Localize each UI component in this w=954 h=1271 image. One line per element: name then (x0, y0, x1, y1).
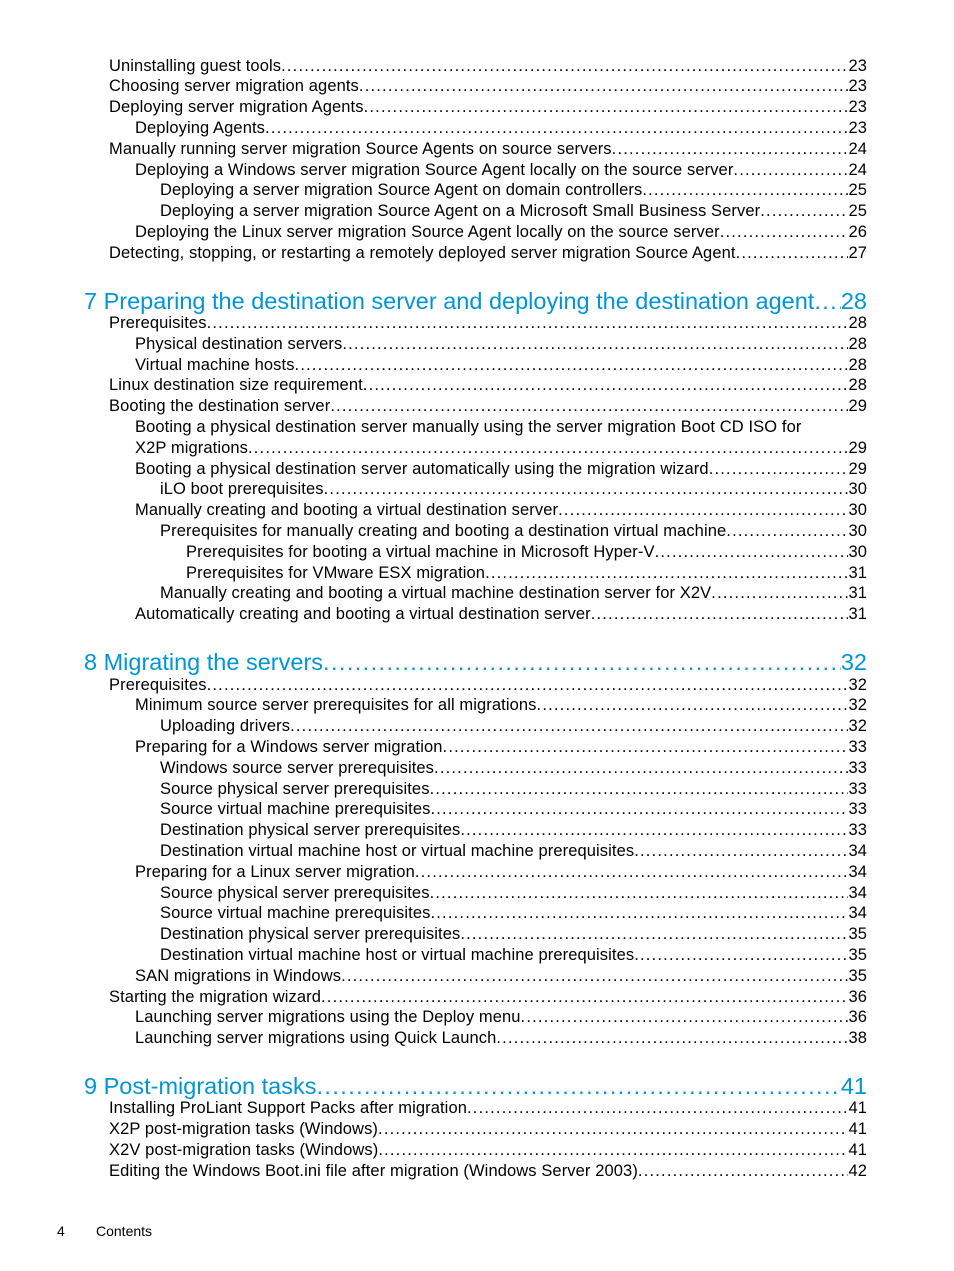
dot-leader (460, 820, 848, 841)
chapter-title: 8 Migrating the servers (84, 649, 324, 675)
chapter-title: 7 Preparing the destination server and deploying the destination agent (84, 287, 815, 314)
dot-leader (814, 286, 841, 316)
toc-page-number: 34 (848, 841, 867, 860)
toc-entry-title: Launching server migrations using the Deploy menu (135, 1008, 521, 1027)
toc-page-number: 31 (848, 584, 867, 603)
toc-page-number: 36 (848, 987, 867, 1006)
dot-leader (634, 841, 848, 862)
toc-entry-title: Manually running server migration Source Agents on source servers (109, 139, 612, 158)
page-footer (57, 1222, 152, 1240)
toc-page-number: 32 (848, 717, 867, 736)
dot-leader (521, 1007, 849, 1028)
toc-page-number: 25 (848, 202, 867, 221)
toc-page-number: 31 (848, 563, 867, 582)
toc-page-number: 25 (848, 181, 867, 200)
toc-entry[interactable] (135, 222, 867, 243)
toc-entry[interactable] (160, 799, 867, 820)
toc-entry-title: Source virtual machine prerequisites (160, 904, 431, 923)
toc-entry[interactable] (109, 1161, 867, 1182)
toc-page-number: 32 (848, 675, 867, 694)
toc-entry-title: Destination physical server prerequisites (160, 821, 461, 840)
toc-entry-title: Source physical server prerequisites (160, 883, 430, 902)
toc-entry-title: Virtual machine hosts (135, 355, 295, 374)
toc-page-number: 33 (848, 800, 867, 819)
toc-entry[interactable] (135, 459, 867, 480)
toc-entry[interactable] (109, 1140, 867, 1161)
toc-entry[interactable] (109, 375, 867, 396)
toc-entry[interactable] (135, 695, 867, 716)
chapter-title: 9 Post-migration tasks (84, 1072, 317, 1099)
toc-page-number: 24 (848, 160, 867, 179)
chapter-heading[interactable] (84, 286, 867, 316)
dot-leader (290, 716, 848, 737)
toc-entry[interactable] (135, 118, 867, 139)
dot-leader (537, 695, 849, 716)
dot-leader (558, 500, 848, 521)
toc-entry[interactable] (109, 1119, 867, 1140)
toc-entry-title: Installing ProLiant Support Packs after migration (109, 1099, 467, 1118)
toc-entry[interactable] (135, 966, 867, 987)
toc-entry-title: Prerequisites (109, 314, 207, 332)
toc-page-number: 35 (848, 945, 867, 964)
toc-entry-title: Detecting, stopping, or restarting a remotely deployed server migration Source Agent (109, 243, 736, 262)
dot-leader (485, 563, 848, 584)
toc-entry[interactable] (160, 924, 867, 945)
dot-leader (378, 1119, 848, 1140)
dot-leader (321, 987, 848, 1008)
toc-entry[interactable] (135, 160, 867, 181)
toc-page-number: 23 (848, 98, 867, 117)
toc-entry[interactable] (160, 758, 867, 779)
dot-leader (443, 737, 849, 758)
dot-leader (359, 76, 849, 97)
toc-entry-title: iLO boot prerequisites (160, 480, 324, 499)
dot-leader (430, 779, 849, 800)
toc-entry-title: Prerequisites for booting a virtual machine in Microsoft Hyper-V (186, 542, 655, 561)
toc-page-number: 30 (848, 542, 867, 561)
dot-leader (726, 521, 848, 542)
toc-entry-title: Windows source server prerequisites (160, 758, 435, 777)
toc-entry-title: Minimum source server prerequisites for all migrations (135, 696, 537, 715)
toc-entry-title: Prerequisites for VMware ESX migration (186, 563, 486, 582)
toc-entry[interactable] (160, 583, 867, 604)
toc-page-number: 29 (848, 438, 867, 457)
toc-entry-title: Prerequisites (109, 675, 207, 694)
toc-page-number: 28 (848, 355, 867, 374)
toc-entry-title: Deploying Agents (135, 118, 266, 137)
toc-entry[interactable] (135, 500, 867, 521)
footer-section-label: Contents (96, 1223, 153, 1239)
dot-leader (736, 243, 849, 264)
chapter-heading[interactable] (84, 1071, 867, 1101)
dot-leader (363, 375, 849, 396)
toc-page-number: 35 (848, 966, 867, 985)
dot-leader (323, 647, 841, 677)
toc-entry[interactable] (160, 820, 867, 841)
toc-page-number: 28 (848, 334, 867, 353)
toc-entry[interactable] (160, 479, 867, 500)
toc-entry-title: Deploying the Linux server migration Source Agent locally on the source server (135, 222, 720, 241)
toc-page-number: 30 (848, 522, 867, 540)
dot-leader (638, 1161, 849, 1182)
toc-page-number: 36 (848, 1008, 867, 1027)
toc-page-number: 23 (848, 56, 867, 75)
dot-leader (378, 1140, 848, 1161)
toc-page-number: 34 (848, 883, 867, 902)
toc-entry-title: X2P migrations (135, 438, 248, 457)
chapter-page-number: 32 (840, 649, 867, 675)
toc-entry-title: X2V post-migration tasks (Windows) (109, 1141, 379, 1159)
toc-entry[interactable] (135, 355, 867, 376)
toc-entry[interactable] (160, 716, 867, 737)
dot-leader (634, 945, 848, 966)
toc-entry[interactable] (135, 862, 867, 883)
toc-entry[interactable] (135, 1028, 867, 1049)
toc-entry[interactable] (160, 521, 867, 542)
dot-leader (720, 222, 849, 243)
toc-page-number: 41 (848, 1141, 867, 1159)
dot-leader (467, 1098, 848, 1119)
toc-entry[interactable] (109, 1098, 867, 1119)
dot-leader (591, 604, 849, 625)
dot-leader (364, 97, 849, 118)
toc-entry-title: Starting the migration wizard (109, 987, 321, 1006)
toc-entry[interactable] (109, 675, 867, 696)
toc-entry[interactable] (135, 438, 867, 459)
dot-leader (711, 583, 848, 604)
dot-leader (316, 1071, 840, 1101)
toc-page-number: 23 (848, 77, 867, 96)
toc-page-number: 33 (848, 758, 867, 777)
dot-leader (248, 438, 848, 459)
toc-entry-title: Manually creating and booting a virtual destination server (135, 501, 559, 520)
toc-entry[interactable] (135, 334, 867, 355)
toc-page-number: 31 (848, 605, 867, 624)
toc-entry-title: Launching server migrations using Quick Launch (135, 1029, 497, 1048)
dot-leader (295, 355, 849, 376)
toc-entry-title: Source virtual machine prerequisites (160, 800, 431, 819)
toc-entry[interactable] (109, 987, 867, 1008)
toc-entry[interactable] (109, 243, 867, 264)
toc-page-number: 27 (848, 243, 867, 262)
toc-page-number: 42 (848, 1161, 867, 1180)
dot-leader (709, 459, 849, 480)
toc-entry-title: Deploying a server migration Source Agent on domain controllers (160, 181, 643, 200)
toc-page-number: 34 (848, 904, 867, 923)
toc-entry-title: Destination physical server prerequisites (160, 925, 461, 944)
toc-entry-title: Uploading drivers (160, 717, 291, 736)
toc-page-number: 26 (848, 222, 867, 241)
toc-entry-title: Choosing server migration agents (109, 77, 359, 96)
toc-entry-title: Linux destination size requirement (109, 376, 363, 395)
dot-leader (265, 118, 848, 139)
dot-leader (330, 396, 848, 417)
toc-page-number: 28 (848, 314, 867, 332)
toc-entry-title: Automatically creating and booting a virtual destination server (135, 605, 591, 624)
toc-entry[interactable] (135, 737, 867, 758)
toc-entry[interactable] (160, 883, 867, 904)
toc-page-number: 33 (848, 821, 867, 840)
toc-entry-title: Preparing for a Linux server migration (135, 862, 415, 881)
toc-entry[interactable] (160, 841, 867, 862)
toc-entry-title: Uninstalling guest tools (109, 56, 282, 75)
toc-entry[interactable] (186, 542, 867, 563)
dot-leader (430, 903, 848, 924)
toc-entry-title: Physical destination servers (135, 334, 343, 353)
toc-entry[interactable] (109, 396, 867, 417)
toc-page-number: 24 (848, 139, 867, 158)
toc-entry-title: Manually creating and booting a virtual machine destination server for X2V (160, 584, 712, 603)
toc-entry-title: Deploying server migration Agents (109, 98, 364, 117)
toc-entry-title: Deploying a server migration Source Agent on a Microsoft Small Business Server (160, 202, 761, 221)
toc-page-number: 29 (848, 459, 867, 478)
toc-page-number: 23 (848, 118, 867, 137)
toc-entry-title: Destination virtual machine host or virtual machine prerequisites (160, 945, 635, 964)
toc-entry[interactable] (135, 604, 867, 625)
toc-entry[interactable] (109, 139, 867, 160)
toc-entry-title: SAN migrations in Windows (135, 966, 342, 985)
toc-page-number: 33 (848, 779, 867, 798)
toc-entry[interactable] (186, 563, 867, 584)
toc-entry[interactable] (109, 56, 867, 77)
dot-leader (434, 758, 848, 779)
dot-leader (342, 334, 848, 355)
toc-entry-title: Editing the Windows Boot.ini file after migration (Windows Server 2003) (109, 1161, 638, 1180)
toc-entry[interactable] (109, 97, 867, 118)
toc-entry-title: Preparing for a Windows server migration (135, 737, 443, 756)
toc-entry[interactable] (160, 779, 867, 800)
toc-entry[interactable] (109, 76, 867, 97)
chapter-heading[interactable] (84, 647, 867, 677)
dot-leader (430, 883, 849, 904)
footer-page-number: 4 (57, 1223, 65, 1239)
dot-leader (496, 1028, 848, 1049)
toc-page-number: 30 (848, 501, 867, 520)
toc-page-number: 33 (848, 737, 867, 756)
toc-page-number: 29 (848, 397, 867, 416)
dot-leader (281, 56, 848, 77)
toc-entry[interactable] (109, 313, 867, 334)
toc-entry-title: Source physical server prerequisites (160, 779, 430, 798)
dot-leader (642, 180, 848, 201)
toc-entry[interactable] (135, 1007, 867, 1028)
toc-entry[interactable] (160, 180, 867, 201)
dot-leader (207, 313, 849, 334)
toc-entry-title: Destination virtual machine host or virtual machine prerequisites (160, 841, 635, 860)
dot-leader (415, 862, 849, 883)
toc-entry-title: Booting the destination server (109, 397, 331, 416)
toc-page-number: 35 (848, 925, 867, 944)
dot-leader (341, 966, 848, 987)
toc-page-number: 41 (848, 1120, 867, 1139)
toc-page-number: 38 (848, 1029, 867, 1048)
toc-page-number: 34 (848, 862, 867, 881)
toc-page-number: 32 (848, 696, 867, 715)
toc-entry-title: Deploying a Windows server migration Source Agent locally on the source server (135, 160, 734, 179)
toc-page-number: 30 (848, 480, 867, 499)
toc-entry-title: X2P post-migration tasks (Windows) (109, 1120, 379, 1139)
dot-leader (460, 924, 848, 945)
chapter-page-number: 28 (840, 287, 867, 314)
toc-entry[interactable] (160, 903, 867, 924)
toc-entry-title: Prerequisites for manually creating and booting a destination virtual machine (160, 522, 727, 540)
toc-entry[interactable] (160, 945, 867, 966)
toc-page-number: 28 (848, 376, 867, 395)
toc-entry[interactable] (160, 201, 867, 222)
dot-leader (655, 542, 849, 563)
dot-leader (430, 799, 848, 820)
toc-entry-title: Booting a physical destination server automatically using the migration wizard (135, 459, 709, 478)
dot-leader (733, 160, 848, 181)
toc-entry-title-line[interactable]: Booting a physical destination server manually using the server migration Boot CD ISO for (135, 418, 802, 436)
toc-page-number: 41 (848, 1099, 867, 1118)
dot-leader (207, 675, 849, 696)
dot-leader (612, 139, 849, 160)
chapter-page-number: 41 (840, 1072, 867, 1099)
dot-leader (760, 201, 848, 222)
dot-leader (324, 479, 849, 500)
